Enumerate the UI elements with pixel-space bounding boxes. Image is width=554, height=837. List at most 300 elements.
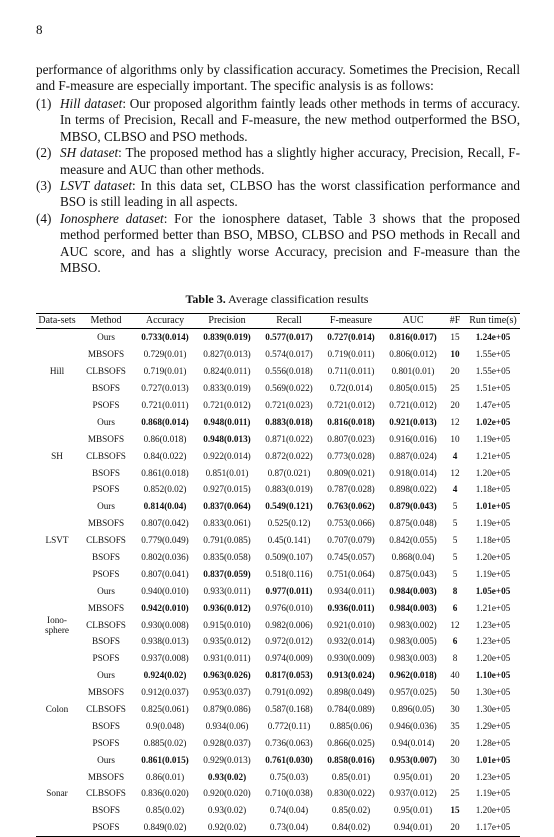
table-row	[36, 430, 520, 447]
table-row	[36, 447, 520, 464]
item-separator: :	[163, 210, 175, 226]
item-text: Our proposed algorithm faintly leads other methods in terms of accuracy. In terms of Precision, Recall and F-measure, the new method outperformed the BSO, MBSO, CLBSO and PSO methods.	[60, 96, 520, 144]
value-cell: 0.707(0.079)	[327, 535, 375, 546]
value-cell: 0.87(0.021)	[267, 467, 311, 478]
value-cell: 0.972(0.012)	[265, 636, 313, 647]
value-cell: 25	[450, 383, 460, 394]
value-cell: 0.791(0.092)	[265, 687, 313, 698]
value-cell: 0.835(0.058)	[203, 552, 251, 563]
value-cell: 0.976(0.010)	[265, 602, 313, 613]
method-cell: CLBSOFS	[86, 366, 126, 377]
value-cell: 8	[452, 585, 458, 596]
value-cell: 0.933(0.011)	[203, 585, 251, 596]
table-row	[36, 565, 520, 582]
method-cell: MBSOFS	[87, 518, 125, 529]
value-cell: 0.727(0.013)	[141, 383, 189, 394]
value-cell: 1.23e+05	[475, 619, 511, 630]
table-row	[36, 802, 520, 819]
item-number: (2)	[36, 145, 52, 161]
value-cell: 0.784(0.089)	[327, 704, 375, 715]
table-row	[36, 768, 520, 785]
table-row	[36, 363, 520, 380]
value-cell: 0.922(0.014)	[203, 450, 251, 461]
value-cell: 0.934(0.011)	[327, 585, 375, 596]
value-cell: 0.75(0.03)	[269, 771, 309, 782]
table-row	[36, 532, 520, 549]
value-cell: 0.549(0.121)	[265, 501, 313, 512]
value-cell: 0.809(0.021)	[327, 467, 375, 478]
value-cell: 0.710(0.038)	[265, 788, 313, 799]
item-dataset-name: LSVT dataset	[60, 178, 133, 194]
value-cell: 20	[450, 771, 460, 782]
value-cell: 0.94(0.01)	[393, 822, 433, 833]
value-cell: 1.20e+05	[475, 805, 511, 816]
value-cell: 0.95(0.01)	[393, 771, 433, 782]
method-cell: CLBSOFS	[86, 450, 126, 461]
value-cell: 0.779(0.049)	[141, 535, 189, 546]
table-row	[36, 346, 520, 363]
table-row	[36, 380, 520, 397]
value-cell: 0.957(0.025)	[389, 687, 437, 698]
method-cell: Ours	[97, 670, 115, 681]
value-cell: 0.817(0.053)	[265, 670, 313, 681]
value-cell: 12	[450, 416, 460, 427]
analysis-item	[36, 211, 520, 277]
value-cell: 0.930(0.008)	[141, 619, 189, 630]
dataset-name-cell: Colon	[45, 704, 69, 715]
method-cell: Ours	[97, 754, 115, 765]
value-cell: 8	[452, 653, 458, 664]
table-row	[36, 667, 520, 684]
item-separator: :	[122, 96, 130, 111]
header-cell: Data-sets	[38, 315, 76, 326]
value-cell: 0.825(0.061)	[141, 704, 189, 715]
table-body	[36, 329, 520, 837]
method-cell: BSOFS	[91, 636, 121, 647]
value-cell: 1.17e+05	[475, 822, 511, 833]
value-cell: 1.10e+05	[475, 670, 511, 681]
item-number: (1)	[36, 96, 52, 111]
value-cell: 0.85(0.02)	[331, 805, 371, 816]
header-cell: F-measure	[329, 315, 373, 326]
analysis-item	[36, 145, 520, 178]
value-cell: 0.587(0.168)	[265, 704, 313, 715]
value-cell: 0.721(0.012)	[327, 400, 375, 410]
value-cell: 0.833(0.019)	[203, 383, 251, 394]
analysis-item	[36, 178, 520, 211]
value-cell: 0.93(0.02)	[207, 771, 247, 782]
table-row	[36, 717, 520, 734]
value-cell: 0.773(0.028)	[327, 450, 375, 461]
header-cell: #F	[449, 315, 461, 326]
value-cell: 1.51e+05	[475, 383, 511, 394]
value-cell: 0.875(0.043)	[389, 568, 437, 579]
value-cell: 20	[450, 822, 460, 833]
value-cell: 0.887(0.024)	[389, 450, 437, 461]
item-text: The proposed method has a slightly higher accuracy, Precision, Recall, F-measure and AUC than other methods.	[60, 145, 520, 177]
value-cell: 1.55e+05	[475, 366, 511, 377]
item-text: In this data set, CLBSO has the worst classification performance and BSO is still leading in all aspects.	[60, 178, 520, 210]
value-cell: 0.45(0.141)	[267, 535, 311, 546]
value-cell: 0.807(0.023)	[327, 433, 375, 444]
value-cell: 0.875(0.048)	[389, 518, 437, 529]
value-cell: 0.814(0.04)	[143, 501, 187, 512]
value-cell: 0.930(0.009)	[327, 653, 375, 664]
item-text: For the ionosphere dataset, Table 3 shows that the proposed method performed better than BSO, MBSO, CLBSO and PSO methods in Recall and AUC score, and has a slightly worse Accuracy, precision and F-measure than the MBSO.	[60, 210, 521, 276]
header-cell: AUC	[402, 315, 424, 326]
value-cell: 30	[450, 754, 460, 765]
header-cell: Accuracy	[145, 315, 185, 326]
header-cell: Run time(s)	[469, 315, 517, 326]
value-cell: 0.824(0.011)	[203, 366, 251, 377]
value-cell: 1.55e+05	[475, 349, 511, 360]
value-cell: 0.719(0.01)	[143, 366, 187, 377]
value-cell: 0.924(0.02)	[143, 670, 187, 681]
value-cell: 0.827(0.013)	[203, 349, 251, 360]
item-number: (3)	[36, 178, 52, 194]
value-cell: 0.984(0.003)	[389, 585, 437, 596]
value-cell: 1.21e+05	[475, 450, 511, 461]
value-cell: 0.927(0.015)	[203, 484, 251, 495]
value-cell: 1.19e+05	[475, 433, 511, 444]
value-cell: 1.30e+05	[475, 687, 511, 698]
value-cell: 0.953(0.007)	[389, 754, 437, 765]
value-cell: 0.913(0.024)	[327, 670, 375, 681]
value-cell: 0.898(0.049)	[327, 687, 375, 698]
dataset-name-cell: Hill	[49, 366, 65, 377]
method-cell: Ours	[97, 416, 115, 427]
header-cell: Recall	[276, 315, 302, 326]
method-cell: BSOFS	[91, 720, 121, 731]
value-cell: 0.721(0.012)	[203, 400, 251, 410]
value-cell: 0.830(0.022)	[327, 788, 375, 799]
value-cell: 0.84(0.02)	[331, 822, 371, 833]
value-cell: 0.509(0.107)	[265, 552, 313, 563]
value-cell: 0.745(0.057)	[327, 552, 375, 563]
value-cell: 0.74(0.04)	[269, 805, 309, 816]
item-separator: :	[132, 178, 141, 194]
value-cell: 1.24e+05	[475, 332, 511, 343]
value-cell: 1.19e+05	[475, 518, 511, 529]
value-cell: 0.883(0.019)	[265, 484, 313, 495]
table-row	[36, 481, 520, 498]
value-cell: 0.94(0.014)	[391, 737, 435, 748]
value-cell: 0.962(0.018)	[389, 670, 437, 681]
value-cell: 0.86(0.018)	[143, 433, 187, 444]
value-cell: 1.29e+05	[475, 720, 511, 731]
value-cell: 0.836(0.020)	[141, 788, 189, 799]
table-row	[36, 785, 520, 802]
method-cell: BSOFS	[91, 383, 121, 394]
value-cell: 1.19e+05	[475, 788, 511, 799]
value-cell: 0.935(0.012)	[203, 636, 251, 647]
value-cell: 0.921(0.013)	[389, 416, 437, 427]
table-row	[36, 498, 520, 515]
value-cell: 0.977(0.011)	[265, 585, 313, 596]
item-separator: :	[118, 145, 126, 161]
value-cell: 1.18e+05	[475, 484, 511, 495]
value-cell: 0.761(0.030)	[265, 754, 313, 765]
method-cell: CLBSOFS	[86, 788, 126, 799]
value-cell: 0.953(0.037)	[203, 687, 251, 698]
value-cell: 0.719(0.011)	[327, 349, 375, 360]
value-cell: 0.816(0.017)	[389, 332, 437, 343]
value-cell: 0.95(0.01)	[393, 805, 433, 816]
value-cell: 0.858(0.016)	[327, 754, 375, 765]
method-cell: Ours	[97, 585, 115, 596]
value-cell: 0.982(0.006)	[265, 619, 313, 630]
value-cell: 0.577(0.017)	[265, 332, 313, 343]
method-cell: Ours	[97, 332, 115, 343]
value-cell: 20	[450, 737, 460, 748]
value-cell: 12	[450, 467, 460, 478]
dataset-name-cell: Iono- sphere	[45, 614, 69, 635]
value-cell: 0.937(0.008)	[141, 653, 189, 664]
value-cell: 0.948(0.011)	[203, 416, 251, 427]
value-cell: 0.842(0.055)	[389, 535, 437, 546]
value-cell: 0.937(0.012)	[389, 788, 437, 799]
item-number: (4)	[36, 210, 52, 226]
value-cell: 0.525(0.12)	[267, 518, 311, 529]
method-cell: BSOFS	[91, 552, 121, 563]
value-cell: 12	[450, 619, 460, 630]
value-cell: 1.20e+05	[475, 653, 511, 664]
value-cell: 0.915(0.010)	[203, 619, 251, 630]
value-cell: 1.47e+05	[475, 400, 511, 410]
value-cell: 0.885(0.06)	[329, 720, 373, 731]
value-cell: 0.805(0.015)	[389, 383, 437, 394]
value-cell: 1.01e+05	[475, 754, 511, 765]
value-cell: 0.772(0.11)	[267, 720, 311, 731]
value-cell: 0.72(0.014)	[329, 383, 373, 394]
value-cell: 1.01e+05	[475, 501, 511, 512]
value-cell: 0.938(0.013)	[141, 636, 189, 647]
table-row	[36, 515, 520, 532]
table-caption-text: Average classification results	[225, 292, 369, 306]
value-cell: 0.921(0.010)	[327, 619, 375, 630]
method-cell: MBSOFS	[87, 349, 125, 360]
value-cell: 0.983(0.003)	[389, 653, 437, 664]
value-cell: 5	[452, 535, 458, 546]
value-cell: 0.898(0.022)	[389, 484, 437, 495]
value-cell: 5	[452, 518, 458, 529]
value-cell: 0.929(0.013)	[203, 754, 251, 765]
table-caption	[0, 292, 554, 307]
value-cell: 0.787(0.028)	[327, 484, 375, 495]
value-cell: 0.885(0.02)	[143, 737, 187, 748]
value-cell: 0.733(0.014)	[141, 332, 189, 343]
dataset-name-cell: SH	[51, 450, 63, 461]
value-cell: 0.93(0.02)	[207, 805, 247, 816]
value-cell: 0.729(0.01)	[143, 349, 187, 360]
value-cell: 4	[452, 450, 458, 461]
analysis-list	[36, 96, 520, 276]
value-cell: 0.9(0.048)	[145, 720, 185, 731]
value-cell: 0.569(0.022)	[265, 383, 313, 394]
value-cell: 0.934(0.06)	[205, 720, 249, 731]
table-row	[36, 599, 520, 616]
table-row	[36, 633, 520, 650]
value-cell: 0.851(0.01)	[205, 467, 249, 478]
value-cell: 0.861(0.015)	[141, 754, 189, 765]
table-row	[36, 650, 520, 667]
value-cell: 40	[450, 670, 460, 681]
value-cell: 0.85(0.02)	[145, 805, 185, 816]
value-cell: 50	[450, 687, 460, 698]
value-cell: 0.556(0.018)	[265, 366, 313, 377]
value-cell: 20	[450, 366, 460, 377]
table-row	[36, 549, 520, 566]
intro-paragraph: performance of algorithms only by classification accuracy. Sometimes the Precision, Recall and F-measure are especially important. The specific analysis is as follows:	[36, 62, 520, 94]
value-cell: 0.931(0.011)	[203, 653, 251, 664]
value-cell: 0.721(0.012)	[389, 400, 437, 410]
value-cell: 0.839(0.019)	[203, 332, 251, 343]
value-cell: 0.861(0.018)	[141, 467, 189, 478]
value-cell: 0.86(0.01)	[145, 771, 185, 782]
value-cell: 0.753(0.066)	[327, 518, 375, 529]
value-cell: 0.936(0.012)	[203, 602, 251, 613]
header-cell: Precision	[208, 315, 246, 326]
value-cell: 0.984(0.003)	[389, 602, 437, 613]
value-cell: 0.918(0.014)	[389, 467, 437, 478]
item-dataset-name: SH dataset	[60, 145, 119, 161]
value-cell: 0.92(0.02)	[207, 822, 247, 833]
value-cell: 0.85(0.01)	[331, 771, 371, 782]
value-cell: 1.02e+05	[475, 416, 511, 427]
value-cell: 0.73(0.04)	[269, 822, 309, 833]
method-cell: PSOFS	[92, 484, 120, 495]
method-cell: PSOFS	[92, 737, 120, 748]
value-cell: 0.936(0.011)	[327, 602, 375, 613]
value-cell: 5	[452, 568, 458, 579]
value-cell: 0.807(0.041)	[141, 568, 189, 579]
value-cell: 0.721(0.011)	[141, 400, 189, 410]
value-cell: 1.20e+05	[475, 467, 511, 478]
value-cell: 5	[452, 552, 458, 563]
value-cell: 1.30e+05	[475, 704, 511, 715]
value-cell: 0.912(0.037)	[141, 687, 189, 698]
value-cell: 0.849(0.02)	[143, 822, 187, 833]
method-cell: BSOFS	[91, 467, 121, 478]
value-cell: 30	[450, 704, 460, 715]
value-cell: 1.19e+05	[475, 568, 511, 579]
value-cell: 0.736(0.063)	[265, 737, 313, 748]
value-cell: 1.05e+05	[475, 585, 511, 596]
method-cell: Ours	[97, 501, 115, 512]
value-cell: 0.711(0.011)	[327, 366, 375, 377]
value-cell: 15	[450, 805, 460, 816]
method-cell: MBSOFS	[87, 687, 125, 698]
value-cell: 0.940(0.010)	[141, 585, 189, 596]
table-row	[36, 734, 520, 751]
method-cell: MBSOFS	[87, 771, 125, 782]
value-cell: 0.801(0.01)	[391, 366, 435, 377]
value-cell: 6	[452, 636, 458, 647]
item-dataset-name: Ionosphere dataset	[60, 210, 164, 226]
value-cell: 0.574(0.017)	[265, 349, 313, 360]
value-cell: 0.852(0.02)	[143, 484, 187, 495]
value-cell: 0.963(0.026)	[203, 670, 251, 681]
table-row	[36, 329, 520, 346]
table-row	[36, 464, 520, 481]
value-cell: 1.21e+05	[475, 602, 511, 613]
value-cell: 1.18e+05	[475, 535, 511, 546]
table-row	[36, 582, 520, 599]
value-cell: 0.879(0.043)	[389, 501, 437, 512]
method-cell: PSOFS	[92, 400, 120, 410]
value-cell: 10	[450, 433, 460, 444]
value-cell: 0.721(0.023)	[265, 400, 313, 410]
value-cell: 6	[452, 602, 458, 613]
value-cell: 0.928(0.037)	[203, 737, 251, 748]
value-cell: 0.84(0.022)	[143, 450, 187, 461]
value-cell: 0.932(0.014)	[327, 636, 375, 647]
value-cell: 0.872(0.022)	[265, 450, 313, 461]
table-row	[36, 701, 520, 718]
value-cell: 0.942(0.010)	[141, 602, 189, 613]
value-cell: 0.883(0.018)	[265, 416, 313, 427]
dataset-name-cell: LSVT	[45, 535, 69, 546]
value-cell: 0.806(0.012)	[389, 349, 437, 360]
value-cell: 20	[450, 400, 460, 410]
table-label: Table 3.	[185, 292, 226, 306]
value-cell: 35	[450, 720, 460, 731]
method-cell: MBSOFS	[87, 433, 125, 444]
value-cell: 0.920(0.020)	[203, 788, 251, 799]
value-cell: 0.983(0.002)	[389, 619, 437, 630]
value-cell: 0.816(0.018)	[327, 416, 375, 427]
value-cell: 0.802(0.036)	[141, 552, 189, 563]
table-row	[36, 616, 520, 633]
method-cell: PSOFS	[92, 653, 120, 664]
value-cell: 0.983(0.005)	[389, 636, 437, 647]
value-cell: 0.763(0.062)	[327, 501, 375, 512]
value-cell: 0.518(0.116)	[265, 568, 313, 579]
results-table	[36, 313, 520, 837]
value-cell: 0.837(0.064)	[203, 501, 251, 512]
analysis-item	[36, 96, 520, 145]
dataset-name-cell: Sonar	[46, 788, 68, 799]
header-cell: Method	[90, 315, 122, 326]
method-cell: CLBSOFS	[86, 535, 126, 546]
value-cell: 4	[452, 484, 458, 495]
value-cell: 25	[450, 788, 460, 799]
value-cell: 15	[450, 332, 460, 343]
value-cell: 0.916(0.016)	[389, 433, 437, 444]
value-cell: 0.833(0.061)	[203, 518, 251, 529]
item-dataset-name: Hill dataset	[60, 96, 123, 111]
value-cell: 0.896(0.05)	[391, 704, 435, 715]
method-cell: PSOFS	[92, 568, 120, 579]
table-row	[36, 751, 520, 768]
value-cell: 0.868(0.04)	[391, 552, 435, 563]
value-cell: 0.837(0.059)	[203, 568, 251, 579]
value-cell: 0.807(0.042)	[141, 518, 189, 529]
value-cell: 0.727(0.014)	[327, 332, 375, 343]
table-row	[36, 397, 520, 414]
method-cell: MBSOFS	[87, 602, 125, 613]
method-cell: CLBSOFS	[86, 619, 126, 630]
value-cell: 0.879(0.086)	[203, 704, 251, 715]
value-cell: 10	[450, 349, 460, 360]
method-cell: PSOFS	[92, 822, 120, 833]
value-cell: 0.791(0.085)	[203, 535, 251, 546]
table-header-row	[36, 314, 520, 329]
value-cell: 0.871(0.022)	[265, 433, 313, 444]
method-cell: CLBSOFS	[86, 704, 126, 715]
value-cell: 0.946(0.036)	[389, 720, 437, 731]
value-cell: 0.868(0.014)	[141, 416, 189, 427]
